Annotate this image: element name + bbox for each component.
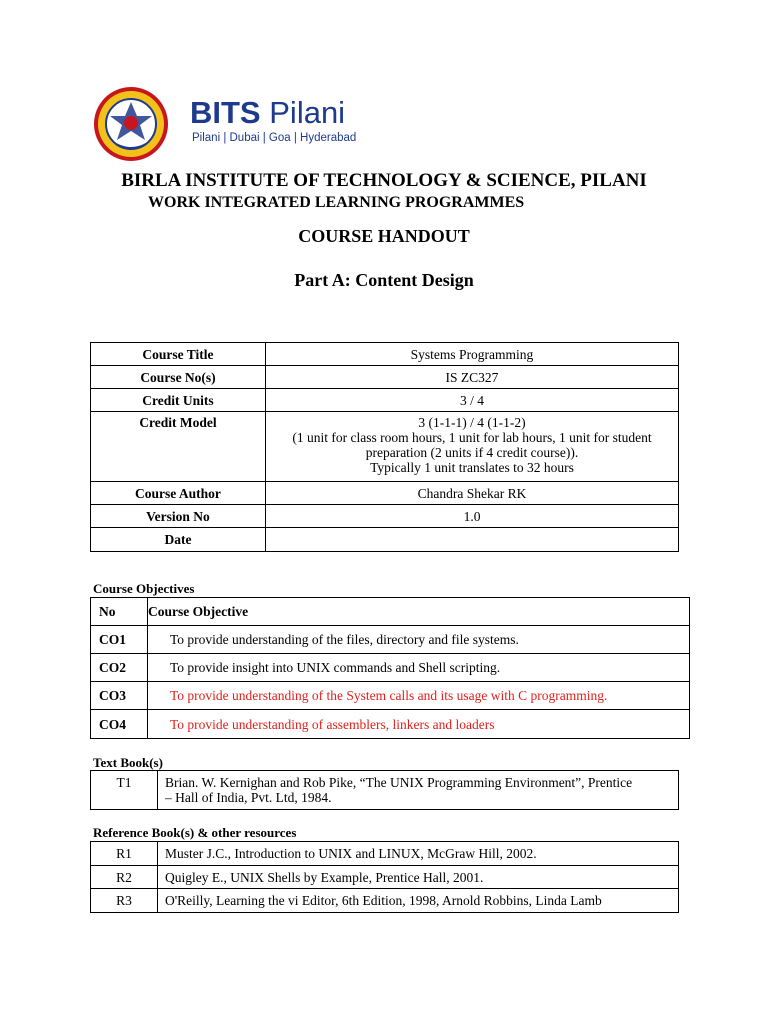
table-row bbox=[91, 366, 679, 389]
course-objectives-heading: Course Objectives bbox=[93, 581, 195, 596]
table-row bbox=[91, 710, 690, 739]
table-row bbox=[91, 682, 690, 710]
course-info-table bbox=[90, 342, 679, 552]
header-no: No bbox=[91, 598, 148, 626]
course-title-label: Course Title bbox=[91, 343, 266, 366]
course-author-value: Chandra Shekar RK bbox=[266, 482, 679, 505]
book-reference: Quigley E., UNIX Shells by Example, Prentice Hall, 2001. bbox=[158, 866, 679, 889]
course-title-value: Systems Programming bbox=[266, 343, 679, 366]
table-row bbox=[91, 412, 679, 482]
brand-name: BITS Pilani bbox=[190, 95, 346, 130]
document-title: COURSE HANDOUT bbox=[298, 226, 470, 246]
course-no-value: IS ZC327 bbox=[266, 366, 679, 389]
book-id: R1 bbox=[91, 842, 158, 866]
course-author-label: Course Author bbox=[91, 482, 266, 505]
table-row bbox=[91, 654, 690, 682]
table-row bbox=[91, 842, 679, 866]
credit-units-label: Credit Units bbox=[91, 389, 266, 412]
book-reference: Brian. W. Kernighan and Rob Pike, “The UNIX Programming Environment”, Prentice – Hall of India, Pvt. Ltd, 1984. bbox=[158, 771, 679, 810]
credit-units-value: 3 / 4 bbox=[266, 389, 679, 412]
objective-no: CO3 bbox=[91, 682, 148, 710]
table-row bbox=[91, 505, 679, 528]
objective-no: CO2 bbox=[91, 654, 148, 682]
objective-no: CO4 bbox=[91, 710, 148, 739]
objective-text-highlighted: To provide understanding of the System calls and its usage with C programming. bbox=[148, 682, 690, 710]
part-title: Part A: Content Design bbox=[294, 270, 474, 290]
table-row bbox=[91, 771, 679, 810]
course-no-label: Course No(s) bbox=[91, 366, 266, 389]
date-value bbox=[266, 528, 679, 552]
table-row bbox=[91, 889, 679, 913]
text-books-heading: Text Book(s) bbox=[93, 755, 163, 770]
book-reference: O'Reilly, Learning the vi Editor, 6th Edition, 1998, Arnold Robbins, Linda Lamb bbox=[158, 889, 679, 913]
book-reference: Muster J.C., Introduction to UNIX and LINUX, McGraw Hill, 2002. bbox=[158, 842, 679, 866]
table-row bbox=[91, 343, 679, 366]
bits-pilani-logo bbox=[92, 86, 356, 162]
reference-books-heading: Reference Book(s) & other resources bbox=[93, 825, 297, 840]
institute-name: BIRLA INSTITUTE OF TECHNOLOGY & SCIENCE, PILANI bbox=[121, 170, 647, 191]
table-row bbox=[91, 626, 690, 654]
version-no-value: 1.0 bbox=[266, 505, 679, 528]
table-row bbox=[91, 528, 679, 552]
programme-name: WORK INTEGRATED LEARNING PROGRAMMES bbox=[148, 194, 525, 211]
table-header-row bbox=[91, 598, 690, 626]
reference-books-table bbox=[90, 841, 679, 913]
table-row bbox=[91, 866, 679, 889]
table-row bbox=[91, 389, 679, 412]
text-books-table bbox=[90, 770, 679, 810]
table-row bbox=[91, 482, 679, 505]
book-id: R2 bbox=[91, 866, 158, 889]
credit-model-label: Credit Model bbox=[91, 412, 266, 482]
campus-list: Pilani | Dubai | Goa | Hyderabad bbox=[192, 132, 357, 144]
objective-no: CO1 bbox=[91, 626, 148, 654]
course-objectives-table bbox=[90, 597, 690, 739]
objective-text: To provide understanding of the files, directory and file systems. bbox=[148, 626, 690, 654]
date-label: Date bbox=[91, 528, 266, 552]
credit-model-value: 3 (1-1-1) / 4 (1-1-2) (1 unit for class room hours, 1 unit for lab hours, 1 unit for student preparation (2 units if 4 credit course)). Typically 1 unit translates to 32 hours bbox=[266, 412, 679, 482]
institute-seal-icon bbox=[92, 86, 170, 162]
book-id: T1 bbox=[91, 771, 158, 810]
objective-text: To provide insight into UNIX commands and Shell scripting. bbox=[148, 654, 690, 682]
objective-text-highlighted: To provide understanding of assemblers, linkers and loaders bbox=[148, 710, 690, 739]
version-no-label: Version No bbox=[91, 505, 266, 528]
header-course-objective: Course Objective bbox=[148, 598, 690, 626]
book-id: R3 bbox=[91, 889, 158, 913]
